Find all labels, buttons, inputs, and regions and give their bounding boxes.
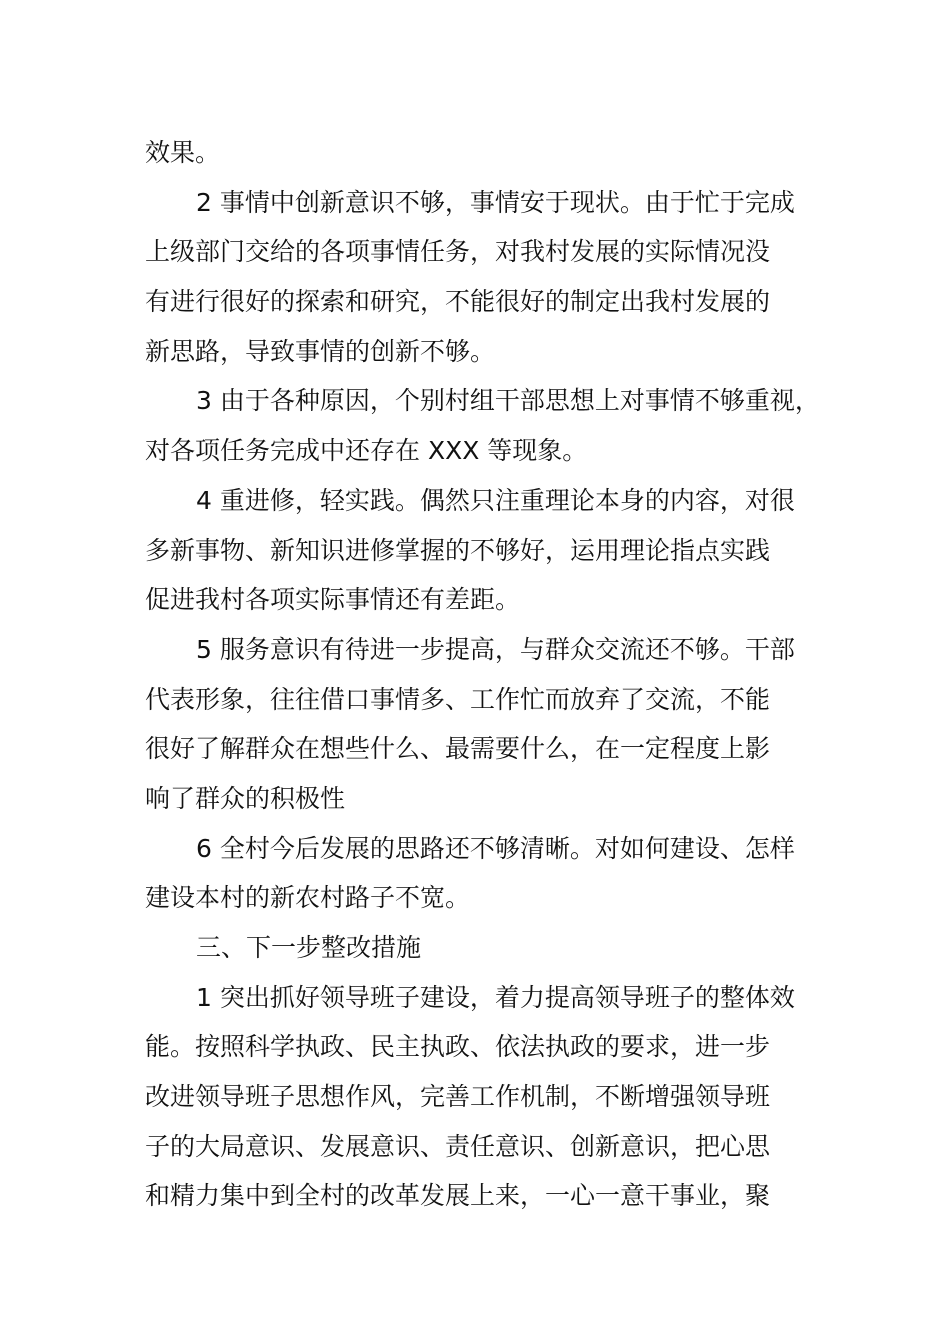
text-line: 2 事情中创新意识不够，事情安于现状。由于忙于完成	[196, 187, 795, 217]
paragraph	[145, 973, 815, 1221]
text-line: 改进领导班子思想作风，完善工作机制，不断增强领导班	[145, 1082, 771, 1112]
text-line: 1 突出抓好领导班子建设，着力提高领导班子的整体效	[196, 982, 795, 1012]
paragraph	[145, 923, 815, 973]
paragraph	[145, 376, 820, 475]
document-body	[145, 128, 820, 1221]
paragraph	[145, 476, 815, 625]
text-line: 4 重进修，轻实践。偶然只注重理论本身的内容，对很	[196, 485, 795, 515]
text-line: 三、下一步整改措施	[196, 933, 422, 962]
text-line: 响了群众的积极性	[145, 783, 346, 813]
paragraph	[145, 625, 815, 824]
text-line: 子的大局意识、发展意识、责任意识、创新意识，把心思	[145, 1131, 771, 1161]
paragraph	[145, 128, 815, 178]
text-line: 和精力集中到全村的改革发展上来，一心一意干事业，聚	[145, 1181, 771, 1211]
text-line: 多新事物、新知识进修掌握的不够好，运用理论指点实践	[145, 535, 771, 565]
paragraph	[145, 824, 815, 923]
text-line: 效果。	[145, 138, 221, 167]
text-line: 5 服务意识有待进一步提高，与群众交流还不够。干部	[196, 634, 795, 664]
text-line: 能。按照科学执政、民主执政、依法执政的要求，进一步	[145, 1032, 771, 1062]
text-line: 代表形象，往往借口事情多、工作忙而放弃了交流，不能	[145, 684, 771, 714]
text-line: 很好了解群众在想些什么、最需要什么，在一定程度上影	[145, 734, 771, 764]
paragraph	[145, 178, 815, 377]
text-line: 有进行很好的探索和研究，不能很好的制定出我村发展的	[145, 287, 771, 317]
text-line: 建设本村的新农村路子不宽。	[145, 883, 471, 913]
text-line: 6 全村今后发展的思路还不够清晰。对如何建设、怎样	[196, 833, 795, 863]
text-line: 上级部门交给的各项事情任务，对我村发展的实际情况没	[145, 237, 771, 267]
text-line: 3 由于各种原因，个别村组干部思想上对事情不够重视，	[196, 386, 820, 416]
text-line: 新思路，导致事情的创新不够。	[145, 336, 496, 366]
text-line: 促进我村各项实际事情还有差距。	[145, 585, 521, 615]
text-line: 对各项任务完成中还存在 XXX 等现象。	[145, 436, 588, 466]
